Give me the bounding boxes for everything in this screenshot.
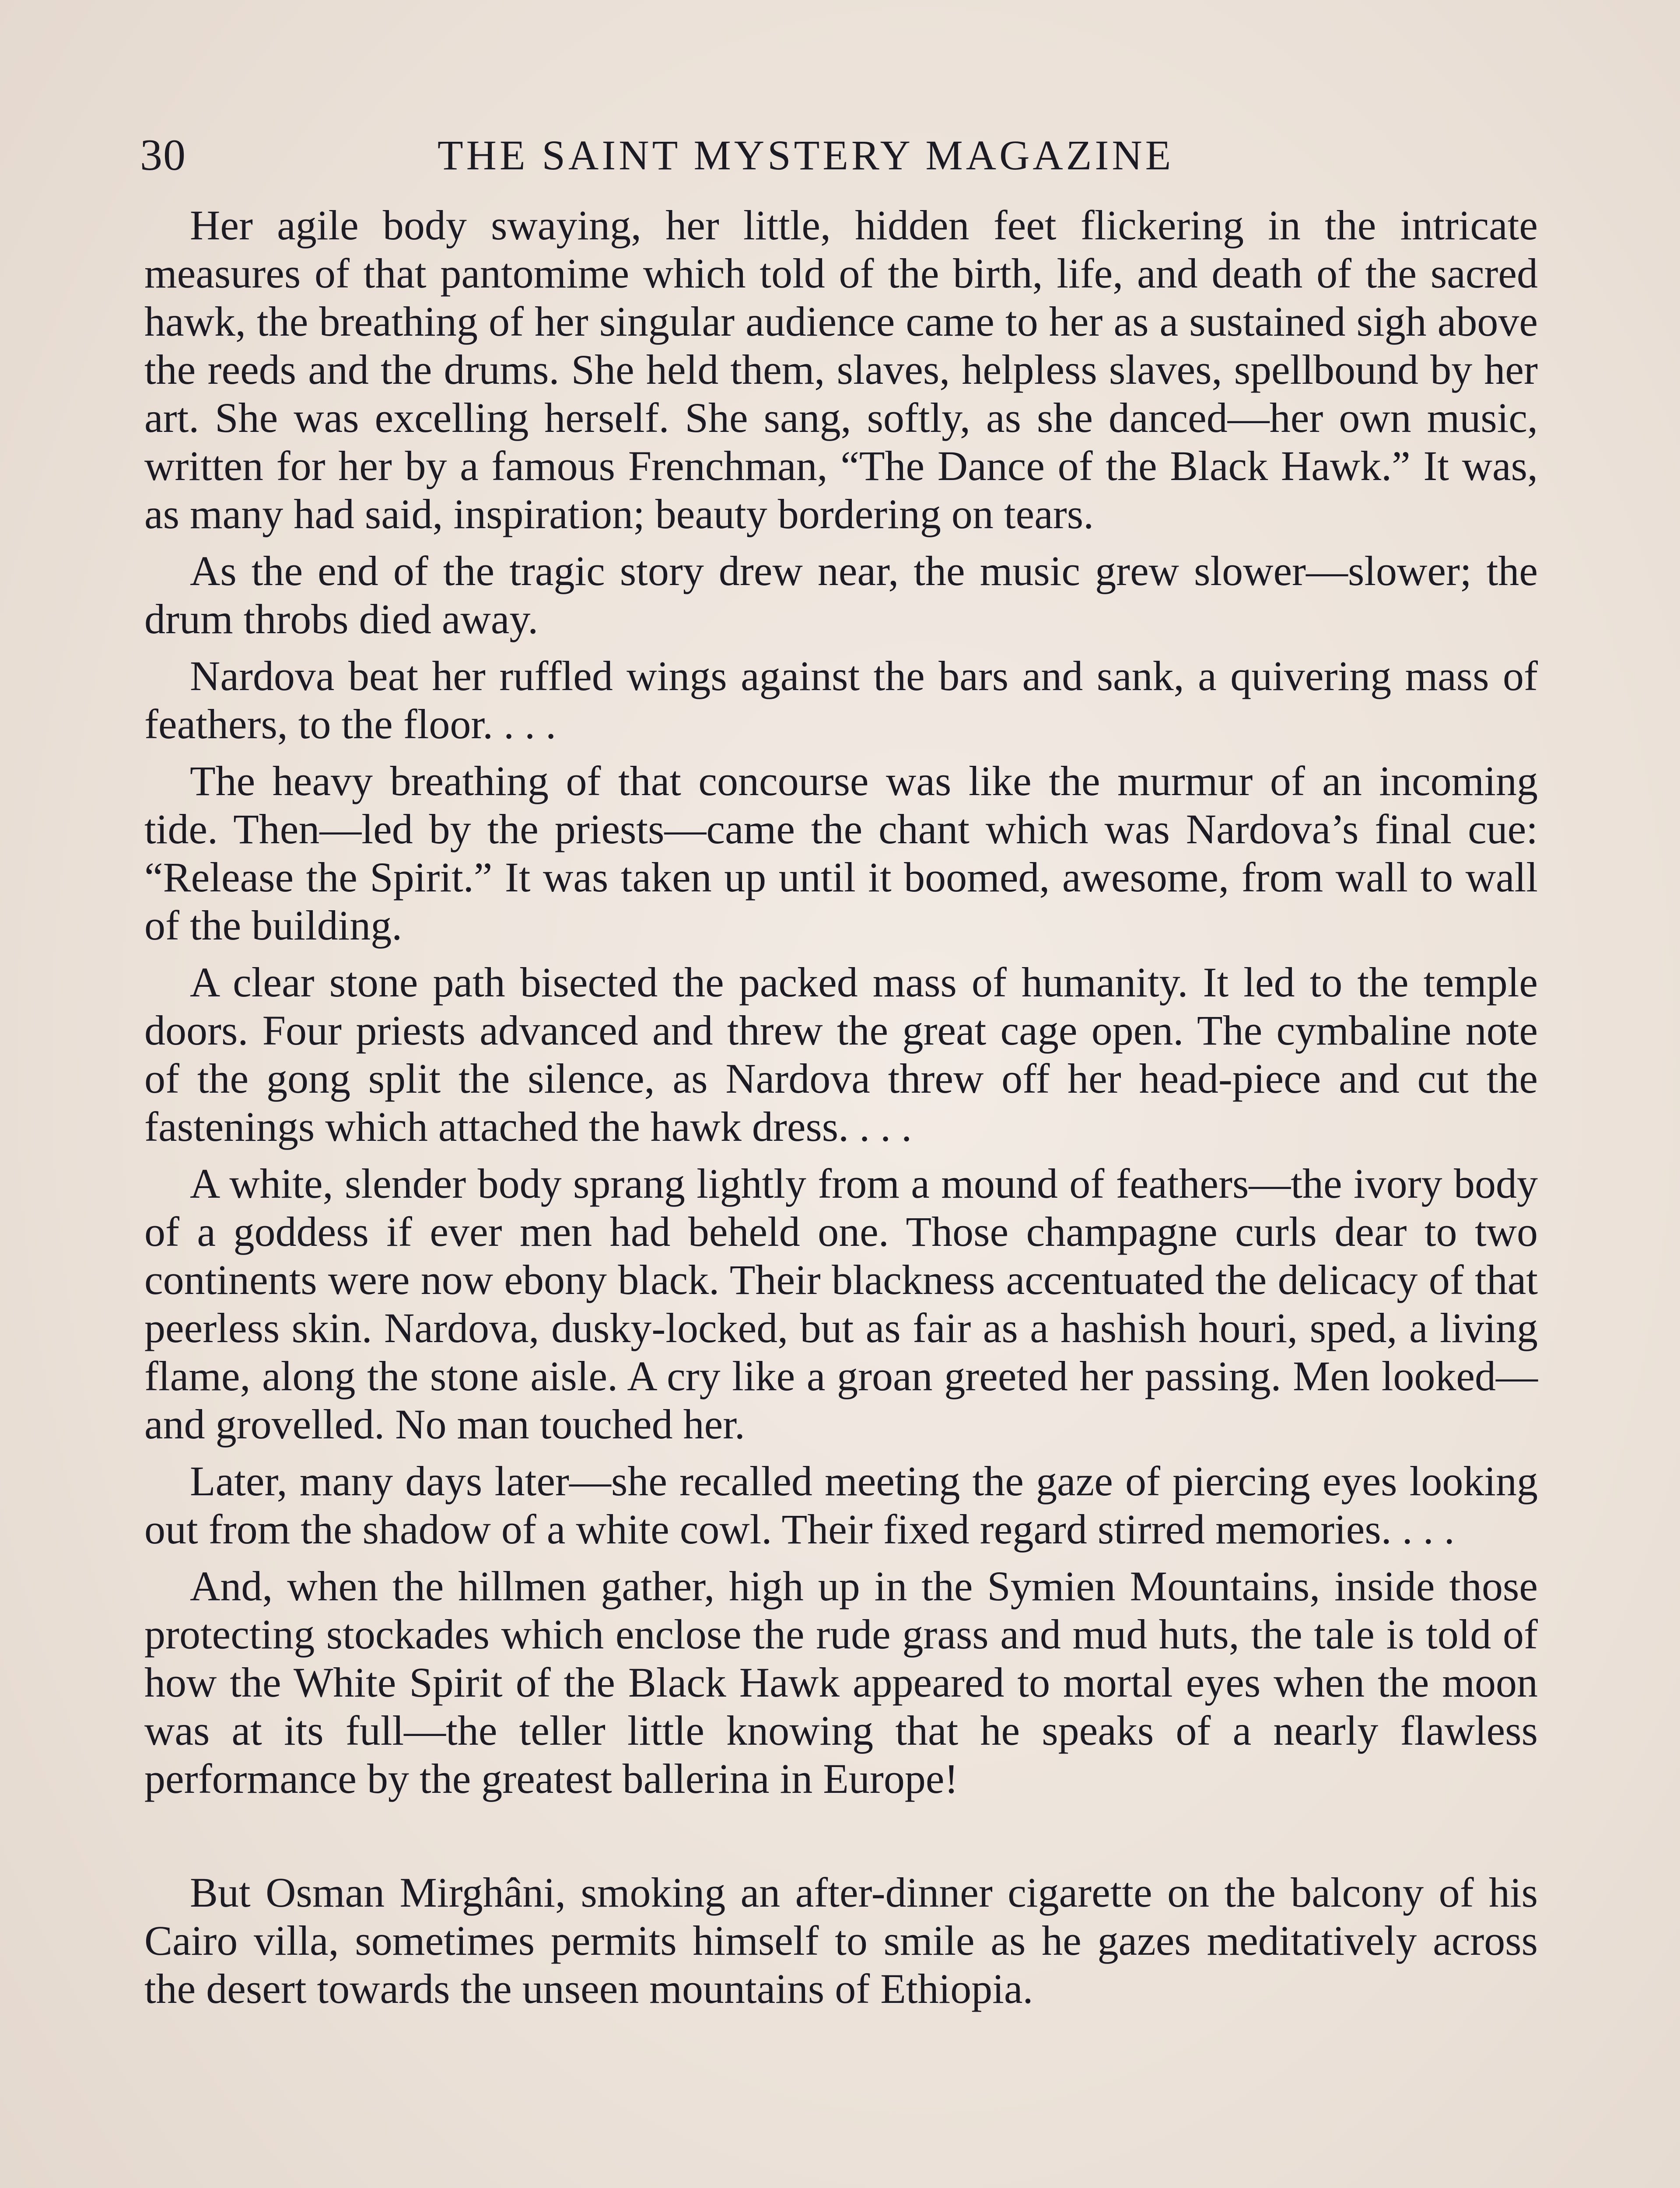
paragraph: As the end of the tragic story drew near, the music grew slower—slower; the drum throbs died away. [144,547,1538,642]
page-header [140,125,1251,186]
paragraph: A white, slender body sprang lightly from a mound of feathers—the ivory body of a goddess if ever men had beheld one. Those champagne curls dear to two continents were now ebony black. Their blackness accentuated the delicacy of that peerless skin. Nardova, dusky-locked, but as fair as a hashish houri, sped, a living flame, along the stone aisle. A cry like a groan greeted her passing. Men looked—and grovelled. No man touched her. [144,1160,1538,1448]
paragraph: And, when the hillmen gather, high up in the Symien Mountains, inside those protecting stockades which enclose the rude grass and mud huts, the tale is told of how the White Spirit of the Black Hawk appeared to mortal eyes when the moon was at its full—the teller little knowing that he speaks of a nearly flawless performance by the greatest ballerina in Europe! [144,1563,1538,1802]
paragraph: Nardova beat her ruffled wings against the bars and sank, a quivering mass of feathers, to the floor. . . . [144,652,1538,747]
story-body [144,201,1538,2022]
running-head-title: THE SAINT MYSTERY MAGAZINE [438,132,1174,179]
paragraph: The heavy breathing of that concourse was like the murmur of an incoming tide. Then—led by the priests—came the chant which was Nardova’s final cue: “Release the Spirit.” It was taken up until it boomed, awesome, from wall to wall of the building. [144,757,1538,949]
paragraph: Her agile body swaying, her little, hidden feet flickering in the intricate measures of that pantomime which told of the birth, life, and death of the sacred hawk, the breathing of her singular audience came to her as a sustained sigh above the reeds and the drums. She held them, slaves, helpless slaves, spellbound by her art. She was excelling herself. She sang, softly, as she danced—her own music, written for her by a famous Frenchman, “The Dance of the Black Hawk.” It was, as many had said, inspiration; beauty bordering on tears. [144,202,1538,537]
paragraph: Later, many days later—she recalled meeting the gaze of piercing eyes looking out from the shadow of a white cowl. Their fixed regard stirred memories. . . . [144,1458,1538,1553]
closing-paragraph: But Osman Mirghâni, smoking an after-dinner cigarette on the balcony of his Cairo villa, sometimes permits himself to smile as he gazes meditatively across the desert towards the unseen mountains of Ethiopia. [144,1869,1538,2012]
paragraph: A clear stone path bisected the packed mass of humanity. It led to the temple doors. Four priests advanced and threw the great cage open. The cymbaline note of the gong split the silence, as Nardova threw off her head-piece and cut the fastenings which attached the hawk dress. . . . [144,959,1538,1150]
page-number: 30 [140,130,186,180]
